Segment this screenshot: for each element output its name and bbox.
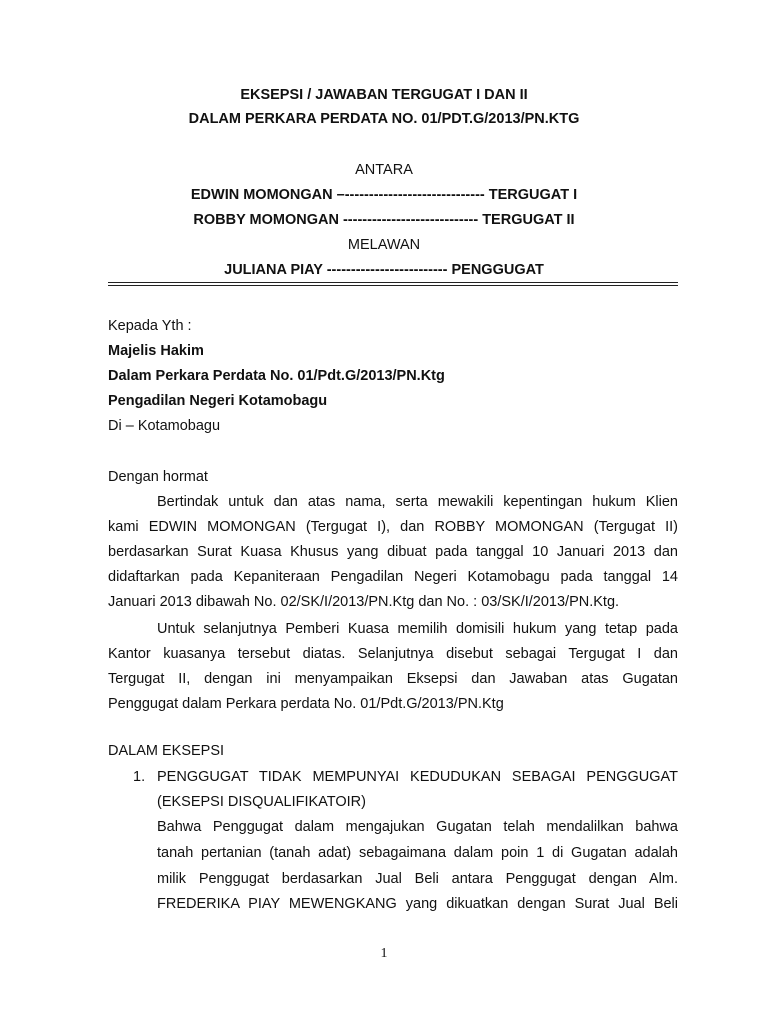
- party-penggugat: JULIANA PIAY ------------------------- PENGGUGAT: [224, 262, 544, 278]
- paragraph-1-line: Januari 2013 dibawah No. 02/SK/I/2013/PN.Ktg dan No. : 03/SK/I/2013/PN.Ktg.: [108, 594, 620, 610]
- document-title-line2: DALAM PERKARA PERDATA NO. 01/PDT.G/2013/PN.KTG: [188, 111, 580, 127]
- item-1-text-line: tanah pertanian (tanah adat) sebagaimana dalam poin 1 di Gugatan adalah: [157, 845, 678, 861]
- paragraph-1-line: didaftarkan pada Kepaniteraan Pengadilan Negeri Kotamobagu pada tanggal 14: [108, 569, 678, 585]
- paragraph-2-line: Tergugat II, dengan ini menyampaikan Eksepsi dan Jawaban atas Gugatan: [108, 671, 678, 687]
- paragraph-2-line: Untuk selanjutnya Pemberi Kuasa memilih domisili hukum yang tetap pada: [157, 621, 678, 637]
- item-1-text-line: milik Penggugat berdasarkan Jual Beli antara Penggugat dengan Alm.: [157, 871, 678, 887]
- item-1-title-line: PENGGUGAT TIDAK MEMPUNYAI KEDUDUKAN SEBAGAI PENGGUGAT: [157, 769, 678, 785]
- address-perkara: Dalam Perkara Perdata No. 01/Pdt.G/2013/PN.Ktg: [108, 368, 445, 384]
- item-1-text-line: FREDERIKA PIAY MEWENGKANG yang dikuatkan dengan Surat Jual Beli: [157, 896, 678, 912]
- page-number: 1: [380, 946, 388, 961]
- paragraph-1-line: kami EDWIN MOMONGAN (Tergugat I), dan ROBBY MOMONGAN (Tergugat II): [108, 519, 678, 535]
- party-tergugat-2: ROBBY MOMONGAN ---------------------------- TERGUGAT II: [193, 212, 575, 228]
- address-pengadilan: Pengadilan Negeri Kotamobagu: [108, 393, 328, 409]
- party-tergugat-1: EDWIN MOMONGAN –----------------------------- TERGUGAT I: [190, 187, 578, 203]
- melawan-label: MELAWAN: [347, 237, 421, 253]
- address-kepada: Kepada Yth :: [108, 318, 192, 334]
- paragraph-2-line: Kantor kuasanya tersebut diatas. Selanjutnya disebut sebagai Tergugat I dan: [108, 646, 678, 662]
- address-majelis: Majelis Hakim: [108, 343, 204, 359]
- header-rule-top: [108, 282, 678, 283]
- item-1-text-line: Bahwa Penggugat dalam mengajukan Gugatan telah mendalilkan bahwa: [157, 819, 678, 835]
- item-1-number: 1.: [133, 769, 146, 785]
- antara-label: ANTARA: [355, 162, 413, 178]
- header-rule-bottom: [108, 285, 678, 286]
- paragraph-1-line: Bertindak untuk dan atas nama, serta mewakili kepentingan hukum Klien: [157, 494, 678, 510]
- paragraph-2-line: Penggugat dalam Perkara perdata No. 01/Pdt.G/2013/PN.Ktg: [108, 696, 504, 712]
- document-title-line1: EKSEPSI / JAWABAN TERGUGAT I DAN II: [240, 87, 528, 103]
- address-di: Di – Kotamobagu: [108, 418, 221, 434]
- salutation: Dengan hormat: [108, 469, 208, 485]
- section-heading: DALAM EKSEPSI: [108, 743, 225, 759]
- item-1-title-line: (EKSEPSI DISQUALIFIKATOIR): [157, 794, 366, 810]
- paragraph-1-line: berdasarkan Surat Kuasa Khusus yang dibuat pada tanggal 10 Januari 2013 dan: [108, 544, 678, 560]
